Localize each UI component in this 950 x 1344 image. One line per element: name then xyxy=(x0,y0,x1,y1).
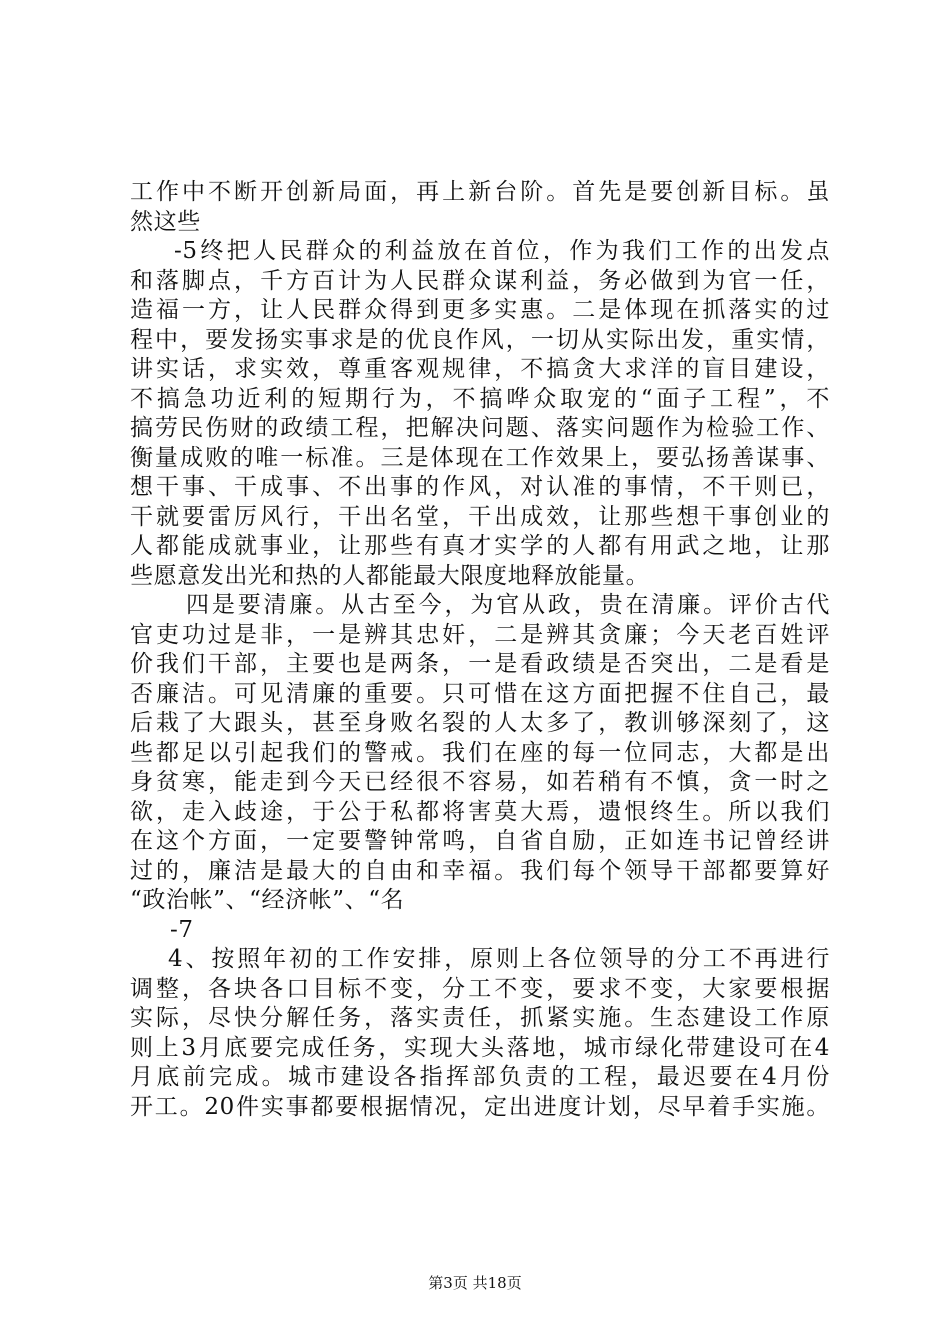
text-line: 调整，各块各口目标不变，分工不变，要求不变，大家要根据 xyxy=(130,975,830,1002)
text-line: 工作中不断开创新局面，再上新台阶。首先是要创新目标。虽 xyxy=(130,179,830,205)
text-line: 想干事、干成事、不出事的作风，对认准的事情，不干则已， xyxy=(130,474,830,500)
page-number-label: 第3页 共18页 xyxy=(428,1274,522,1292)
text-line: 程中，要发扬实事求是的优良作风，一切从实际出发，重实情， xyxy=(130,326,830,353)
text-line: 后栽了大跟头，甚至身败名裂的人太多了，教训够深刻了，这 xyxy=(130,710,830,736)
text-line: 些愿意发出光和热的人都能最大限度地释放能量。 xyxy=(130,562,650,589)
text-line: 过的，廉洁是最大的自由和幸福。我们每个领导干部都要算好 xyxy=(130,857,830,884)
text-line: 欲，走入歧途，于公于私都将害莫大焉，遗恨终生。所以我们 xyxy=(130,798,830,825)
text-line: 些都足以引起我们的警戒。我们在座的每一位同志，大都是出 xyxy=(130,739,830,766)
body-text xyxy=(130,178,830,1122)
text-line: 官吏功过是非，一是辨其忠奸，二是辨其贪廉；今天老百姓评 xyxy=(130,621,830,648)
text-line: “政治帐”、“经济帐”、“名 xyxy=(130,887,405,913)
text-line: 实际，尽快分解任务，落实责任，抓紧实施。生态建设工作原 xyxy=(130,1005,830,1031)
text-line: 价我们干部，主要也是两条，一是看政绩是否突出，二是看是 xyxy=(130,651,830,677)
text-line: 和落脚点，千方百计为人民群众谋利益，务必做到为官一任， xyxy=(130,267,830,294)
text-line: 4、按照年初的工作安排，原则上各位领导的分工不再进行 xyxy=(168,946,830,972)
text-line: 月底前完成。城市建设各指挥部负责的工程，最迟要在4月份 xyxy=(130,1064,830,1090)
text-line: 四是要清廉。从古至今，为官从政，贵在清廉。评价古代 xyxy=(186,592,830,618)
text-line: 人都能成就事业，让那些有真才实学的人都有用武之地，让那 xyxy=(130,533,830,559)
text-line: 衡量成败的唯一标准。三是体现在工作效果上，要弘扬善谋事、 xyxy=(130,444,830,471)
text-line: 否廉洁。可见清廉的重要。只可惜在这方面把握不住自己，最 xyxy=(130,680,830,707)
text-line: 则上3月底要完成任务，实现大头落地，城市绿化带建设可在4 xyxy=(130,1034,830,1061)
text-line: 搞劳民伤财的政绩工程，把解决问题、落实问题作为检验工作、 xyxy=(130,415,830,441)
text-line: 不搞急功近利的短期行为，不搞哗众取宠的“面子工程”，不 xyxy=(130,385,830,412)
text-line: 在这个方面，一定要警钟常鸣，自省自励，正如连书记曾经讲 xyxy=(130,828,830,854)
text-line: 讲实话，求实效，尊重客观规律，不搞贪大求洋的盲目建设， xyxy=(130,356,830,382)
page-marker: -7 xyxy=(170,916,194,943)
text-line: 干就要雷厉风行，干出名堂，干出成效，让那些想干事创业的 xyxy=(130,503,830,530)
text-line: 然这些 xyxy=(130,208,201,235)
text-line: 造福一方，让人民群众得到更多实惠。二是体现在抓落实的过 xyxy=(130,297,830,323)
text-line: 开工。20件实事都要根据情况，定出进度计划，尽早着手实施。 xyxy=(130,1093,830,1120)
text-line: -5终把人民群众的利益放在首位，作为我们工作的出发点 xyxy=(174,238,830,264)
text-line: 身贫寒，能走到今天已经很不容易，如若稍有不慎，贪一时之 xyxy=(130,769,830,795)
page-footer xyxy=(0,1272,950,1293)
